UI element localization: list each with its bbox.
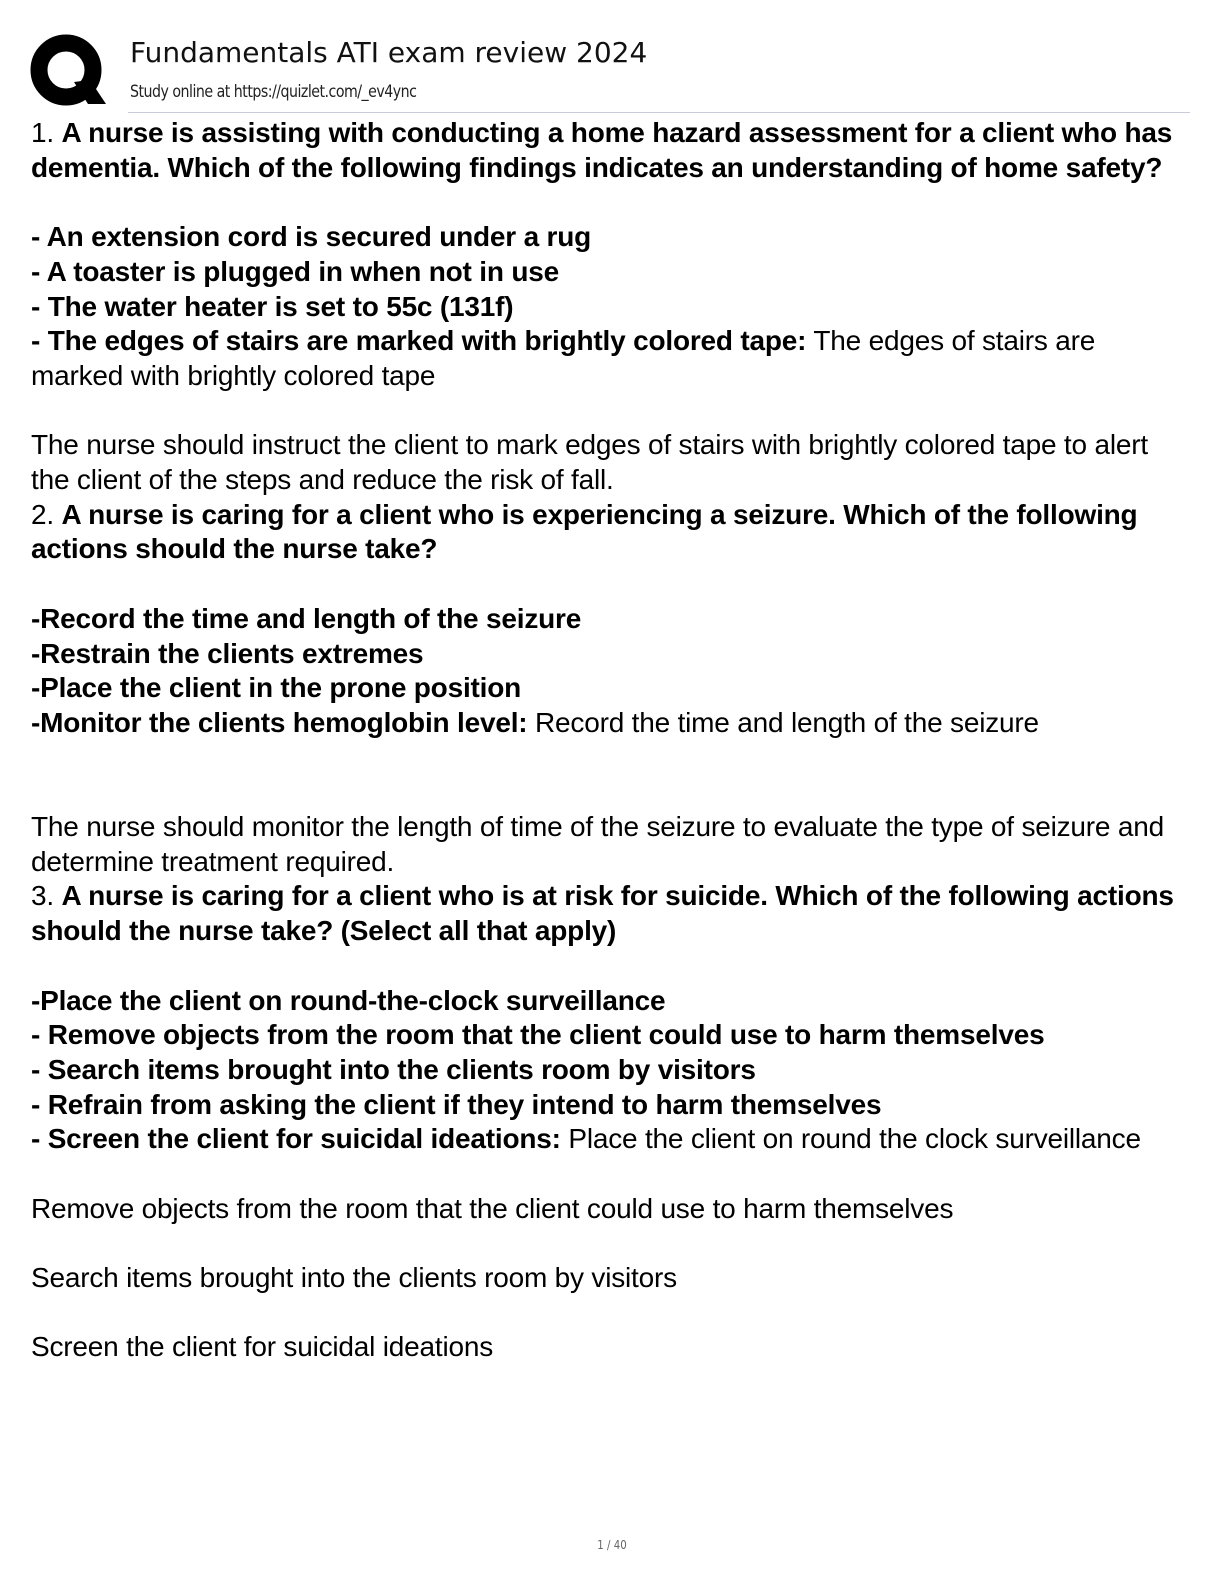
page-number: 1 / 40 <box>597 1538 627 1552</box>
option: - Refrain from asking the client if they intend to harm themselves <box>31 1088 882 1120</box>
rationale-text: The nurse should instruct the client to mark edges of stairs with brightly colored tape to alert the client of the steps and reduce the risk of fall. <box>31 429 1148 495</box>
answer-text: The edges of stairs are marked with brightly colored tape <box>31 325 1096 391</box>
option: - An extension cord is secured under a rug <box>31 221 592 253</box>
question-number: 3. <box>31 880 54 912</box>
document-body <box>31 116 1191 1365</box>
option: - Search items brought into the clients room by visitors <box>31 1053 756 1085</box>
answer-text: Screen the client for suicidal ideations <box>31 1331 494 1363</box>
option: -Place the client in the prone position <box>31 672 522 704</box>
page-header <box>30 30 1190 114</box>
option: -Place the client on round-the-clock surveillance <box>31 984 666 1016</box>
answer-text: Remove objects from the room that the client could use to harm themselves <box>31 1192 954 1224</box>
option: - A toaster is plugged in when not in use <box>31 255 559 287</box>
answer-text: Search items brought into the clients room by visitors <box>31 1262 677 1294</box>
option: - Screen the client for suicidal ideations: <box>31 1123 561 1155</box>
option: -Record the time and length of the seizure <box>31 602 582 634</box>
option: - Remove objects from the room that the client could use to harm themselves <box>31 1019 1045 1051</box>
question-text: A nurse is caring for a client who is at risk for suicide. Which of the following actions should the nurse take? (Select all that apply) <box>31 880 1174 947</box>
rationale-text: The nurse should monitor the length of time of the seizure to evaluate the type of seizure and determine treatment required. <box>31 811 1165 877</box>
option-with-answer <box>31 1122 1191 1157</box>
header-divider <box>128 112 1190 113</box>
question-number: 1. <box>31 117 54 148</box>
answer-text: Record the time and length of the seizure <box>535 706 1039 738</box>
option: -Restrain the clients extremes <box>31 637 424 669</box>
answer-text: Place the client on round the clock surveillance <box>568 1123 1141 1155</box>
study-online-link[interactable]: Study online at https://quizlet.com/_ev4ync <box>130 82 417 101</box>
option: - The water heater is set to 55c (131f) <box>31 290 514 322</box>
option-with-answer <box>31 324 1191 393</box>
option: - The edges of stairs are marked with brightly colored tape: <box>31 325 807 357</box>
document-title: Fundamentals ATI exam review 2024 <box>130 36 648 69</box>
question-number: 2. <box>31 498 54 530</box>
question-3 <box>31 879 1191 948</box>
question-2 <box>31 498 1191 567</box>
question-1 <box>31 116 1191 185</box>
question-text: A nurse is caring for a client who is experiencing a seizure. Which of the following actions should the nurse take? <box>31 498 1138 565</box>
question-text: A nurse is assisting with conducting a home hazard assessment for a client who has dementia. Which of the following findings indicates an understanding of home safety? <box>31 117 1173 183</box>
quizlet-logo-icon <box>30 32 106 108</box>
option: -Monitor the clients hemoglobin level: <box>31 706 528 738</box>
option-with-answer <box>31 706 1191 741</box>
